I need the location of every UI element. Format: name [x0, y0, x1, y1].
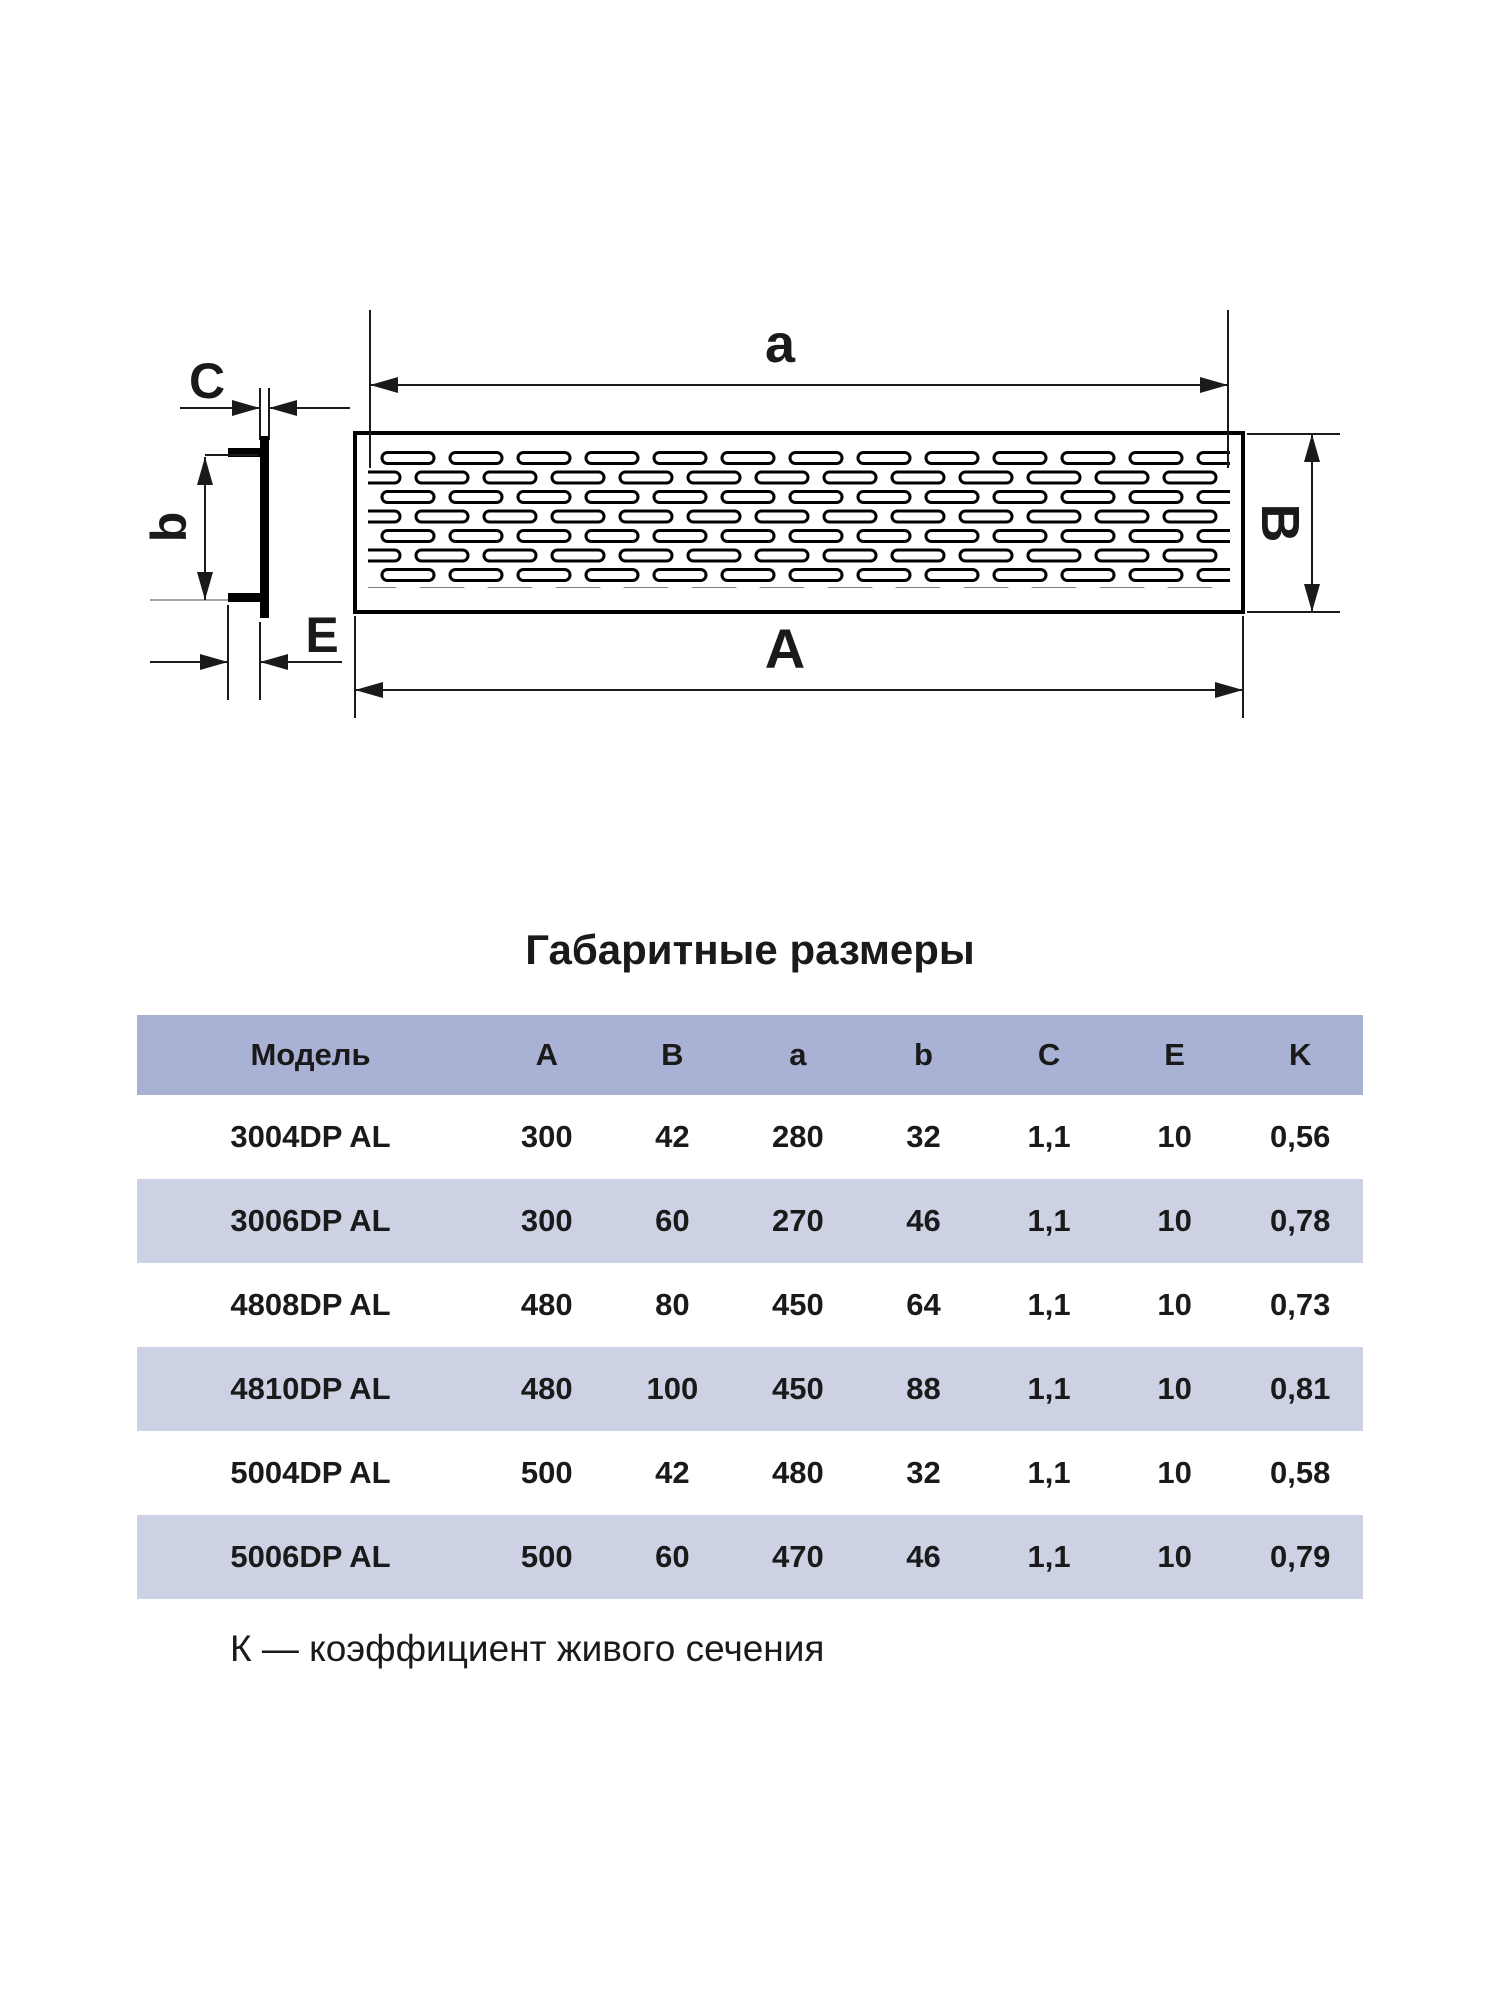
table-row: 5006DP AL 500 60 470 46 1,1 10 0,79 — [137, 1515, 1363, 1599]
dim-label-a-big: A — [764, 617, 806, 680]
table-row: 4808DP AL 480 80 450 64 1,1 10 0,73 — [137, 1263, 1363, 1347]
dim-label-a-small: a — [764, 314, 796, 374]
table-row: 3006DP AL 300 60 270 46 1,1 10 0,78 — [137, 1179, 1363, 1263]
table-header-row — [137, 1015, 1363, 1095]
col-header-E: E — [1164, 1037, 1185, 1072]
model-cell: 4810DP AL — [230, 1371, 391, 1406]
front-view — [355, 310, 1340, 718]
dim-label-b: b — [141, 511, 197, 543]
model-cell: 3006DP AL — [230, 1203, 391, 1238]
col-header-K: K — [1288, 1037, 1312, 1072]
dim-label-e: E — [305, 607, 339, 663]
model-cell: 5004DP AL — [230, 1455, 391, 1490]
dim-label-b-big: B — [1250, 503, 1310, 543]
model-cell: 4808DP AL — [230, 1287, 391, 1322]
col-header-B: B — [661, 1037, 684, 1072]
col-header-A: A — [535, 1037, 558, 1072]
table-row: 3004DP AL 300 42 280 32 1,1 10 0,56 — [137, 1095, 1363, 1179]
table-row: 5004DP AL 500 42 480 32 1,1 10 0,58 — [137, 1431, 1363, 1515]
col-header-a: a — [789, 1037, 807, 1072]
table-row: 4810DP AL 480 100 450 88 1,1 10 0,81 — [137, 1347, 1363, 1431]
grille-slots — [368, 450, 1230, 588]
col-header-C: C — [1037, 1037, 1061, 1072]
k-coefficient-note: К — коэффициент живого сечения — [230, 1628, 825, 1669]
col-header-b: b — [914, 1037, 933, 1072]
model-cell: 3004DP AL — [230, 1119, 391, 1154]
dim-label-c: C — [188, 353, 226, 409]
model-cell: 5006DP AL — [230, 1539, 391, 1574]
col-header-model: Модель — [250, 1037, 371, 1072]
table-title: Габаритные размеры — [525, 926, 975, 973]
dimensions-table — [137, 1015, 1363, 1599]
technical-drawing — [0, 0, 1500, 800]
